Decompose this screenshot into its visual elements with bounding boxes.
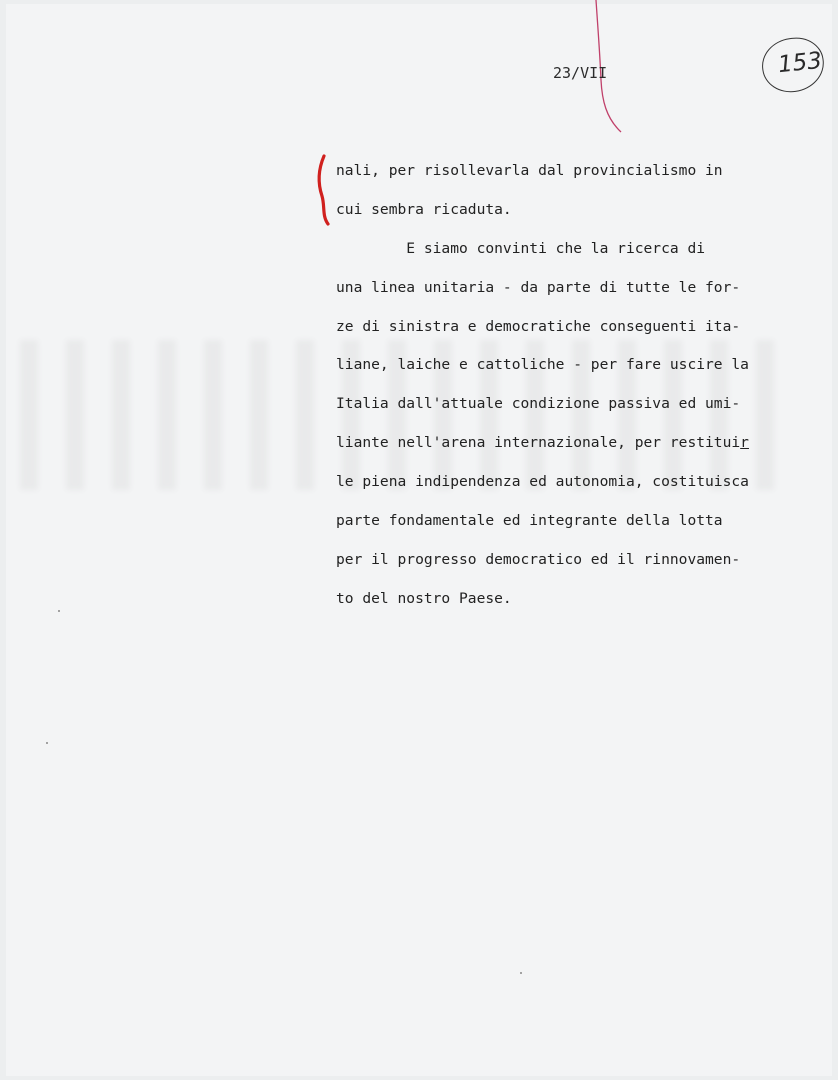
text-line: Italia dall'attuale condizione passiva ed umi- — [336, 395, 741, 413]
text-line: ze di sinistra e democratiche conseguenti ita- — [336, 317, 741, 335]
text-line: una linea unitaria - da parte di tutte le for- — [336, 278, 741, 296]
text-line: nali, per risollevarla dal provincialismo in — [336, 162, 723, 179]
text-line-with-underline — [336, 424, 806, 463]
page-reference: 23/VII — [553, 64, 608, 82]
text-line: liane, laiche e cattoliche - per fare uscire la — [336, 356, 749, 374]
text-line: per il progresso democratico ed il rinnovamen- — [336, 550, 741, 568]
text-line: to del nostro Paese. — [336, 589, 512, 607]
body-text — [336, 152, 806, 619]
underlined-character: r — [740, 434, 749, 452]
paper-speck — [520, 972, 522, 974]
text-line: E siamo convinti che la ricerca di — [336, 239, 706, 257]
text-line: le piena indipendenza ed autonomia, costituisca — [336, 473, 749, 491]
paper-speck — [46, 742, 48, 744]
folio-number: 153 — [776, 47, 824, 79]
text-line-prefix: liante nell'arena internazionale, per restitui — [336, 434, 741, 452]
text-line: parte fondamentale ed integrante della lotta — [336, 512, 723, 530]
paper-speck — [58, 610, 60, 612]
text-line: cui sembra ricaduta. — [336, 200, 512, 218]
